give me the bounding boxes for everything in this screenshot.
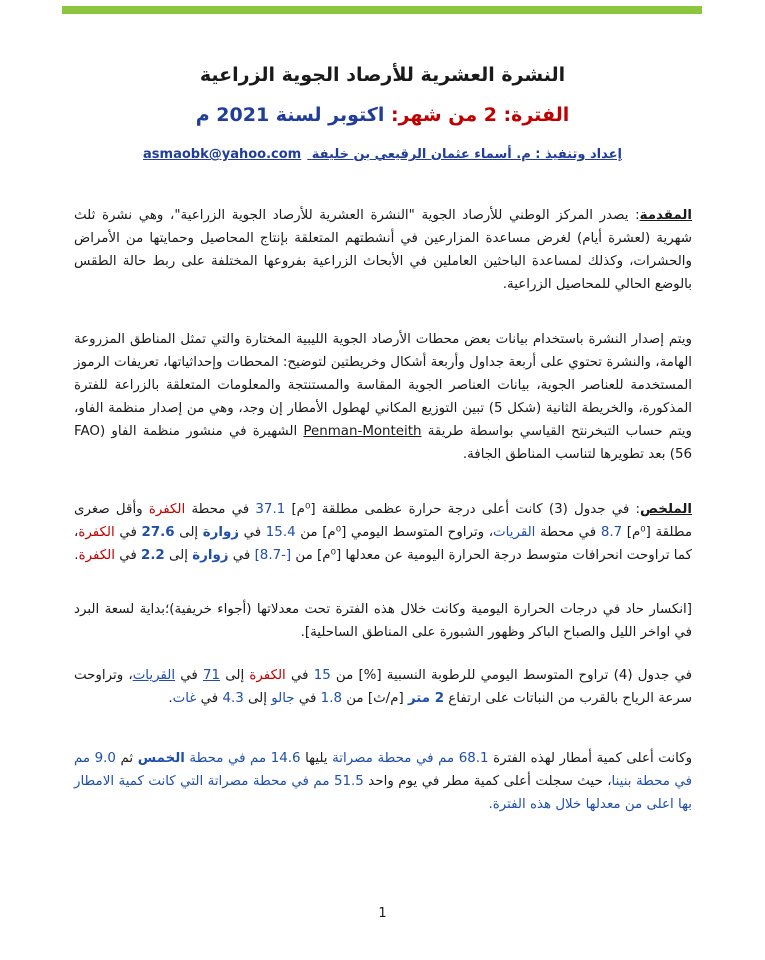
note-text: [انكسار حاد في درجات الحرارة اليومية وكانت خلال هذه الفترة تحت معدلاتها (أجواء خريفية)؛بداية لسعة البرد في اواخر الليل والصباح الباكر وظهور الشبورة على المناطق الساحلية]. bbox=[74, 602, 692, 640]
station-dev-high: الكفرة bbox=[78, 548, 115, 563]
value-rain-2: 14.6 bbox=[270, 751, 301, 766]
period-prefix: الفترة: 2 من شهر: bbox=[384, 104, 570, 126]
period-line bbox=[0, 104, 765, 126]
summary-text: ، وتراوح المتوسط اليومي [⁰م] من bbox=[295, 525, 494, 540]
bulletin-title: النشرة العشرية للأرصاد الجوية الزراعية bbox=[199, 64, 566, 86]
summary-text: ، كما تراوحت انحرافات متوسط درجة الحرارة اليومية عن معدلها [⁰م] من bbox=[74, 525, 692, 563]
value-rain-4: 51.5 bbox=[334, 774, 364, 789]
station-rain-4: مصراتة bbox=[207, 774, 249, 789]
humidity-text: إلى bbox=[220, 668, 250, 683]
value-avg-low: 15.4 bbox=[265, 525, 296, 540]
station-wind-high: غات bbox=[172, 691, 197, 706]
station-min-temp: القريات bbox=[493, 525, 536, 540]
summary-text: إلى bbox=[164, 548, 193, 563]
author-label: إعداد وتنفيذ : م. أسماء عثمان الرقيعي بن خليفة bbox=[311, 147, 622, 162]
intro-text: : يصدر المركز الوطني للأرصاد الجوية "النشرة العشرية للأرصاد الجوية الزراعية"، وهي نشرة ثلث شهرية (لعشرة أيام) لغرض مساعدة المزارعين في أنشطتهم المتعلقة بإنتاج المحاصيل وحمايتها من الأمراض والحشرات، وكذلك لمساعدة الباحثين العاملين في الأبحاث الزراعية بفروعها المختلفة على ربط حالة الطقس بالوضع الحالي للمحاصيل الزراعية. bbox=[74, 208, 692, 292]
rain-text: التي كانت كمية الامطار بها اعلى من معدلها خلال هذه الفترة. bbox=[74, 774, 692, 812]
humidity-text: في bbox=[294, 691, 321, 706]
value-dev-low: [-8.7] bbox=[254, 548, 292, 563]
rain-text: يليها bbox=[300, 751, 333, 766]
rain-text: ثم bbox=[115, 751, 138, 766]
methodology-text-end: الشهيرة في منشور منظمة الفاو (FAO 56) بعد تطويرها لتناسب المناطق الجافة. bbox=[74, 424, 692, 462]
rain-text: مم في محطة bbox=[184, 751, 271, 766]
author-email-link[interactable]: asmaobk@yahoo.com bbox=[143, 147, 302, 162]
page-number: 1 bbox=[378, 906, 387, 921]
value-humidity-low: 15 bbox=[313, 668, 331, 683]
station-avg-high: الكفرة bbox=[78, 525, 115, 540]
intro-paragraph bbox=[74, 204, 692, 296]
humidity-text: إلى bbox=[243, 691, 272, 706]
rain-text: مم في محطة bbox=[74, 751, 692, 789]
humidity-text: [م/ث] من bbox=[341, 691, 408, 706]
summary-text: : في جدول (3) كانت أعلى درجة حرارة عظمى مطلقة [ bbox=[310, 502, 641, 517]
humidity-text: . bbox=[168, 691, 173, 706]
humidity-text: في جدول (4) تراوح المتوسط اليومي للرطوبة النسبية [%] من bbox=[330, 668, 693, 683]
summary-text: في bbox=[114, 525, 142, 540]
rain-text: ، حيث سجلت أعلى كمية مطر في يوم واحد bbox=[363, 774, 612, 789]
summary-text: في bbox=[228, 548, 255, 563]
station-rain-3: بنينا bbox=[611, 774, 632, 789]
station-wind-low: جالو bbox=[271, 691, 295, 706]
unit-degree: ⁰م bbox=[296, 502, 311, 517]
summary-text: في bbox=[238, 525, 266, 540]
station-dev-low: زوارة bbox=[192, 548, 229, 563]
value-avg-high: 27.6 bbox=[141, 525, 175, 540]
station-rain-1: مصراتة bbox=[332, 751, 373, 766]
humidity-text: في bbox=[285, 668, 314, 683]
humidity-text: ، وتراوحت سرعة الرياح بالقرب من النباتات على ارتفاع bbox=[74, 668, 692, 706]
author-line bbox=[0, 147, 765, 162]
station-max-temp: الكفرة bbox=[148, 502, 186, 517]
note-paragraph bbox=[74, 598, 692, 644]
summary-label: الملخص bbox=[640, 502, 693, 517]
rain-paragraph bbox=[74, 747, 692, 816]
value-wind-low: 1.8 bbox=[320, 691, 342, 706]
humidity-text: في bbox=[175, 668, 204, 683]
value-rain-3: 9.0 bbox=[94, 751, 116, 766]
summary-text: في محطة bbox=[535, 525, 601, 540]
intro-label: المقدمة bbox=[639, 208, 692, 223]
station-humidity-high: القريات bbox=[132, 668, 176, 683]
top-accent-bar bbox=[62, 6, 702, 14]
summary-text: في محطة bbox=[185, 502, 256, 517]
methodology-paragraph bbox=[74, 328, 692, 466]
method-name: Penman-Monteith bbox=[303, 424, 422, 439]
rain-text: وكانت أعلى كمية أمطار لهذه الفترة bbox=[488, 751, 693, 766]
humidity-text: في bbox=[196, 691, 223, 706]
rain-text: مم في محطة bbox=[372, 751, 459, 766]
station-avg-low: زوارة bbox=[202, 525, 239, 540]
value-humidity-high: 71 bbox=[203, 668, 221, 683]
period-month: اكتوبر لسنة 2021 م bbox=[195, 104, 385, 126]
summary-text: ] bbox=[285, 502, 297, 517]
value-max-temp: 37.1 bbox=[255, 502, 286, 517]
value-wind-high: 4.3 bbox=[222, 691, 244, 706]
value-dev-high: 2.2 bbox=[141, 548, 165, 563]
summary-paragraph bbox=[74, 498, 692, 567]
station-rain-2: الخمس bbox=[137, 751, 185, 766]
methodology-text: ويتم إصدار النشرة باستخدام بيانات بعض محطات الأرصاد الجوية الليبية المختارة والتي تمثل المناطق المزروعة الهامة، والنشرة تحتوي على أربعة جداول وأربعة أشكال وخريطتين لتوضيح: المحطات وإحداثياتها، تعريفات الرموز المستخدمة للعناصر الجوية، بيانات العناصر الجوية المقاسة والمستنتجة والمعلومات المتعلقة بالزراعة للفترة المذكورة، والخريطة الثانية (شكل 5) تبين التوزيع المكاني لهطول الأمطار إن وجد، وهي من إصدار منظمة الفاو، ويتم حساب التبخرنتح القياسي بواسطة طريقة bbox=[74, 332, 692, 439]
summary-text: . bbox=[74, 548, 79, 563]
value-height: 2 متر bbox=[407, 691, 445, 706]
value-min-temp: 8.7 bbox=[600, 525, 623, 540]
humidity-paragraph bbox=[74, 664, 692, 710]
summary-text: وأقل صغرى مطلقة [⁰م] bbox=[74, 502, 693, 540]
summary-text: في bbox=[114, 548, 142, 563]
value-rain-1: 68.1 bbox=[458, 751, 489, 766]
summary-text: إلى bbox=[174, 525, 203, 540]
rain-text: مم في محطة bbox=[248, 774, 334, 789]
station-humidity-low: الكفرة bbox=[249, 668, 286, 683]
